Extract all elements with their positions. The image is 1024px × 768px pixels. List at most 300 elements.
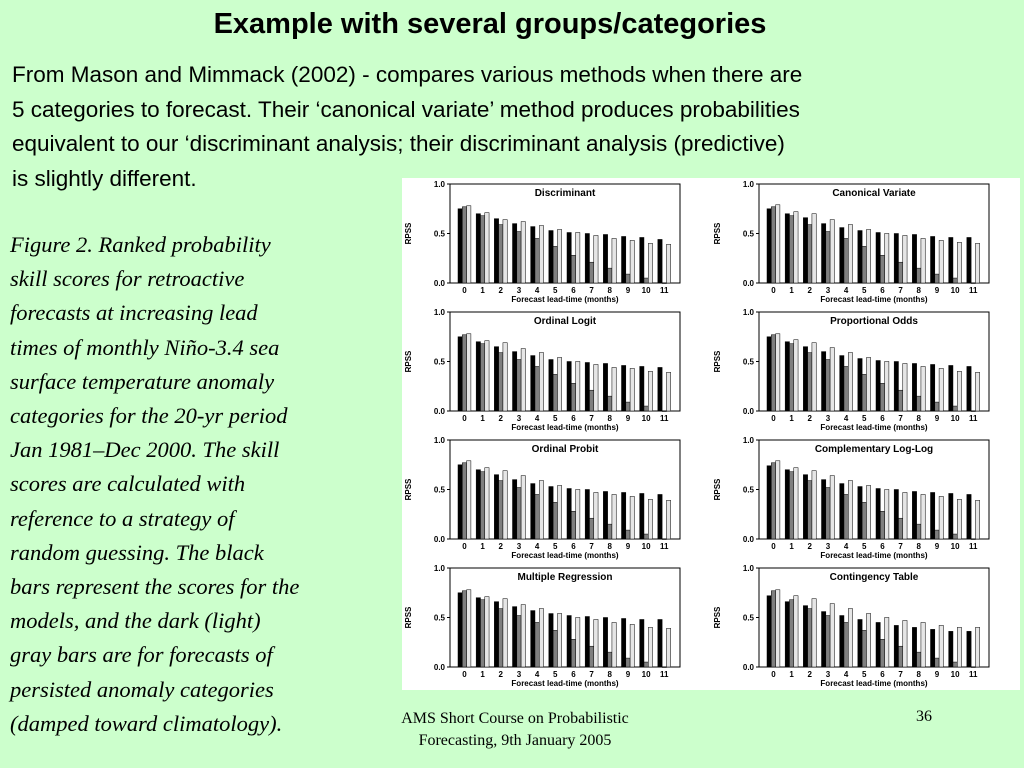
bar [630, 240, 634, 283]
x-axis-label: Forecast lead-time (months) [511, 551, 619, 560]
bar [812, 599, 816, 667]
y-tick-label: 0.0 [433, 663, 445, 672]
x-tick-label: 0 [462, 414, 467, 423]
bar [898, 262, 902, 283]
x-tick-label: 6 [571, 542, 576, 551]
caption-line: random guessing. The black [10, 539, 264, 565]
bar [858, 359, 862, 411]
x-tick-label: 10 [641, 414, 651, 423]
footer-line: AMS Short Course on Probabilistic [401, 710, 629, 727]
x-tick-label: 7 [589, 670, 594, 679]
caption-line: Jan 1981–Dec 2000. The skill [10, 437, 280, 463]
x-tick-label: 9 [625, 670, 631, 679]
bar [967, 631, 971, 667]
y-tick-label: 0.0 [433, 535, 445, 544]
bar [535, 622, 539, 667]
x-tick-label: 2 [807, 414, 813, 423]
bar [467, 590, 471, 667]
bar [953, 278, 957, 283]
bar [957, 499, 961, 539]
y-axis-label: RPSS [713, 350, 722, 373]
bar [640, 237, 644, 283]
bar [521, 349, 525, 411]
bar [648, 499, 652, 539]
x-tick-label: 11 [660, 414, 669, 423]
caption-line: (damped toward climatology). [10, 710, 283, 736]
x-tick-label: 3 [516, 542, 522, 551]
bar [603, 363, 607, 411]
bar [644, 662, 648, 667]
y-tick-label: 0.0 [742, 663, 754, 672]
bar [458, 337, 462, 411]
bar [912, 491, 916, 539]
chart-title: Complementary Log-Log [814, 444, 934, 455]
bar [848, 481, 852, 539]
x-tick-label: 3 [825, 414, 831, 423]
x-tick-label: 6 [571, 670, 576, 679]
x-tick-label: 2 [498, 286, 504, 295]
bar [844, 494, 848, 539]
x-tick-label: 3 [516, 286, 522, 295]
bar [494, 219, 498, 283]
bar [776, 205, 780, 283]
bar [476, 342, 480, 411]
chart-panel [404, 564, 680, 688]
bar [589, 518, 593, 539]
bar [594, 364, 598, 411]
bar [767, 596, 771, 667]
bar [971, 667, 975, 668]
bar [480, 472, 484, 539]
bar [658, 239, 662, 283]
caption-line: categories for the 20-yr period [10, 403, 288, 429]
bar [640, 619, 644, 667]
bar [844, 238, 848, 283]
bar [785, 342, 789, 411]
x-tick-label: 7 [589, 542, 594, 551]
bar [885, 234, 889, 284]
bar [494, 602, 498, 667]
bar [603, 618, 607, 668]
bar [921, 366, 925, 411]
bar [513, 352, 517, 411]
bar [880, 255, 884, 283]
x-tick-label: 4 [534, 286, 540, 295]
y-tick-label: 0.5 [433, 229, 445, 239]
bar [830, 348, 834, 411]
bar [885, 362, 889, 412]
bar [975, 243, 979, 283]
x-axis-label: Forecast lead-time (months) [820, 295, 928, 304]
bar [499, 609, 503, 667]
x-tick-label: 1 [480, 542, 485, 551]
caption-line: persisted anomaly categories [10, 676, 274, 702]
x-tick-label: 11 [660, 286, 669, 295]
bar [894, 234, 898, 284]
bar [862, 630, 866, 667]
bar [531, 611, 535, 667]
bar [939, 496, 943, 539]
caption-line: Figure 2. Ranked probability [10, 232, 271, 257]
x-axis-label: Forecast lead-time (months) [820, 679, 928, 688]
y-tick-label: 1.0 [433, 180, 445, 189]
bar [826, 360, 830, 411]
bar [467, 461, 471, 539]
bar [880, 383, 884, 411]
bar [666, 628, 670, 667]
bar [975, 372, 979, 411]
bar [503, 599, 507, 667]
bar [935, 274, 939, 283]
bar [576, 490, 580, 540]
bar [539, 481, 543, 539]
bar [957, 371, 961, 411]
bar [644, 406, 648, 411]
bar [803, 606, 807, 667]
x-tick-label: 9 [934, 414, 940, 423]
bar [612, 367, 616, 411]
bar [594, 619, 598, 667]
bar [585, 234, 589, 284]
bar [513, 607, 517, 667]
bar [594, 235, 598, 283]
x-tick-label: 11 [969, 286, 978, 295]
y-tick-label: 1.0 [742, 180, 754, 189]
bar [485, 213, 489, 283]
x-tick-label: 2 [807, 670, 813, 679]
bar [917, 396, 921, 411]
bar [499, 225, 503, 283]
x-tick-label: 9 [934, 670, 940, 679]
bar [776, 461, 780, 539]
x-axis-label: Forecast lead-time (months) [820, 551, 928, 560]
bar [785, 470, 789, 539]
caption-line: forecasts at increasing lead [10, 300, 258, 326]
bar [771, 207, 775, 283]
y-tick-label: 1.0 [433, 436, 445, 445]
x-tick-label: 3 [516, 414, 522, 423]
bar [571, 511, 575, 539]
bar [644, 278, 648, 283]
x-tick-label: 8 [607, 542, 613, 551]
bar [576, 233, 580, 283]
bar [931, 629, 935, 667]
bar [666, 372, 670, 411]
x-tick-label: 6 [571, 414, 576, 423]
bar [476, 598, 480, 667]
bar [785, 214, 789, 283]
bar [585, 617, 589, 667]
x-tick-label: 4 [843, 670, 849, 679]
bar [939, 625, 943, 667]
x-tick-label: 6 [880, 286, 885, 295]
bar [880, 639, 884, 667]
y-tick-label: 1.0 [433, 308, 445, 317]
bar [626, 530, 630, 539]
y-tick-label: 0.5 [742, 229, 754, 239]
bar [589, 262, 593, 283]
bar [812, 214, 816, 283]
bar [608, 396, 612, 411]
bar [535, 366, 539, 411]
bar [921, 238, 925, 283]
x-tick-label: 3 [825, 286, 831, 295]
bar [830, 220, 834, 283]
bar [866, 358, 870, 411]
bar [499, 481, 503, 539]
x-tick-label: 5 [553, 286, 558, 295]
caption-line: times of monthly Niño-3.4 sea [10, 334, 280, 360]
bar [467, 334, 471, 411]
bar [826, 488, 830, 539]
bar [535, 238, 539, 283]
bar [648, 243, 652, 283]
bar [539, 353, 543, 411]
x-tick-label: 4 [843, 286, 849, 295]
bar [589, 390, 593, 411]
bar [771, 591, 775, 667]
bar [467, 206, 471, 283]
x-tick-label: 9 [934, 542, 940, 551]
y-axis-label: RPSS [404, 222, 413, 245]
x-tick-label: 2 [807, 286, 813, 295]
bar [785, 602, 789, 667]
bar [458, 465, 462, 539]
bar [603, 234, 607, 283]
bar [921, 622, 925, 667]
bar [557, 358, 561, 411]
bar [912, 363, 916, 411]
bar [531, 356, 535, 411]
bar [803, 218, 807, 283]
x-tick-label: 0 [462, 670, 467, 679]
bar [557, 230, 561, 283]
bar [848, 353, 852, 411]
bar [862, 374, 866, 411]
x-axis-label: Forecast lead-time (months) [511, 679, 619, 688]
bar [622, 618, 626, 667]
bar [953, 534, 957, 539]
bar [476, 214, 480, 283]
bar [666, 500, 670, 539]
bar [917, 524, 921, 539]
bar [830, 476, 834, 539]
bar [462, 591, 466, 667]
bar [571, 639, 575, 667]
x-tick-label: 5 [553, 414, 558, 423]
bar [808, 353, 812, 411]
bar [898, 390, 902, 411]
x-tick-label: 6 [880, 670, 885, 679]
footer-line: Forecasting, 9th January 2005 [418, 732, 612, 749]
bar [535, 494, 539, 539]
bar [953, 662, 957, 667]
x-tick-label: 9 [934, 286, 940, 295]
bar [776, 590, 780, 667]
bar [503, 343, 507, 411]
bar [858, 231, 862, 283]
bar [894, 362, 898, 412]
bar [789, 600, 793, 667]
chart-panel [713, 308, 989, 432]
x-tick-label: 10 [641, 670, 651, 679]
x-tick-label: 10 [950, 286, 960, 295]
bar [557, 486, 561, 539]
intro-line: From Mason and Mimmack (2002) - compares various methods when there are [12, 62, 803, 87]
x-tick-label: 7 [589, 414, 594, 423]
chart-panel [404, 180, 680, 304]
y-tick-label: 0.5 [742, 357, 754, 367]
x-tick-label: 6 [880, 542, 885, 551]
bar [567, 616, 571, 667]
x-tick-label: 1 [789, 414, 794, 423]
bar [767, 209, 771, 283]
bar [935, 402, 939, 411]
bar [949, 365, 953, 411]
x-tick-label: 7 [898, 542, 903, 551]
bar [776, 334, 780, 411]
bar [480, 216, 484, 283]
bar [939, 368, 943, 411]
bar [794, 212, 798, 283]
chart-title: Canonical Variate [832, 188, 916, 199]
bar [612, 622, 616, 667]
rpss-figure [402, 178, 1020, 690]
x-tick-label: 2 [498, 670, 504, 679]
x-tick-label: 4 [534, 670, 540, 679]
bar [567, 362, 571, 412]
bar [975, 627, 979, 667]
x-tick-label: 10 [641, 286, 651, 295]
bar [935, 658, 939, 667]
x-tick-label: 4 [843, 542, 849, 551]
bar [903, 363, 907, 411]
x-tick-label: 1 [789, 542, 794, 551]
bar [608, 652, 612, 667]
x-tick-label: 8 [916, 670, 922, 679]
caption-line: bars represent the scores for the [10, 574, 300, 600]
y-tick-label: 0.0 [742, 407, 754, 416]
chart-title: Ordinal Logit [533, 316, 597, 327]
bar [840, 484, 844, 539]
bar [931, 492, 935, 539]
bar [866, 230, 870, 283]
bar [939, 240, 943, 283]
bar [808, 609, 812, 667]
bar [576, 362, 580, 412]
bar [949, 237, 953, 283]
bar [921, 494, 925, 539]
x-tick-label: 11 [969, 670, 978, 679]
bar [513, 224, 517, 283]
bar [553, 502, 557, 539]
bar [903, 492, 907, 539]
x-tick-label: 3 [516, 670, 522, 679]
bar [458, 209, 462, 283]
bar [912, 234, 916, 283]
caption-line: scores are calculated with [10, 471, 246, 497]
x-tick-label: 11 [969, 542, 978, 551]
x-tick-label: 8 [916, 542, 922, 551]
bar [866, 486, 870, 539]
x-axis-label: Forecast lead-time (months) [511, 423, 619, 432]
bar [935, 530, 939, 539]
bar [476, 470, 480, 539]
bar [771, 463, 775, 539]
bar [898, 518, 902, 539]
bar [521, 222, 525, 283]
bar [630, 368, 634, 411]
bar [903, 235, 907, 283]
bar [803, 475, 807, 539]
chart-title: Proportional Odds [830, 316, 918, 327]
bar [957, 627, 961, 667]
bar [531, 227, 535, 283]
bar [622, 365, 626, 411]
x-tick-label: 10 [950, 670, 960, 679]
intro-line: 5 categories to forecast. Their ‘canonical variate’ method produces probabilities [12, 96, 800, 122]
bar [844, 622, 848, 667]
y-tick-label: 0.5 [742, 613, 754, 623]
x-tick-label: 2 [498, 414, 504, 423]
y-tick-label: 0.0 [742, 535, 754, 544]
x-tick-label: 4 [534, 414, 540, 423]
bar [858, 487, 862, 539]
bar [862, 246, 866, 283]
x-tick-label: 1 [480, 670, 485, 679]
bar [767, 337, 771, 411]
bar [585, 362, 589, 411]
bar [513, 480, 517, 539]
bar [967, 237, 971, 283]
bar [771, 335, 775, 411]
bar [648, 627, 652, 667]
bar [917, 652, 921, 667]
bar [840, 356, 844, 411]
bar [967, 494, 971, 539]
bar [848, 225, 852, 283]
bar [971, 411, 975, 412]
bar [517, 616, 521, 667]
caption-line: gray bars are for forecasts of [10, 642, 273, 668]
bar [789, 216, 793, 283]
bar [485, 468, 489, 539]
slide-footer [360, 708, 670, 752]
bar [789, 344, 793, 411]
x-tick-label: 1 [480, 286, 485, 295]
bar [822, 480, 826, 539]
x-tick-label: 4 [534, 542, 540, 551]
bar [931, 236, 935, 283]
x-tick-label: 9 [625, 414, 631, 423]
bar [794, 340, 798, 411]
bar [458, 593, 462, 667]
bar [794, 468, 798, 539]
y-axis-label: RPSS [713, 222, 722, 245]
bar [499, 353, 503, 411]
bar [608, 268, 612, 283]
bar [539, 609, 543, 667]
x-tick-label: 4 [843, 414, 849, 423]
bar [553, 630, 557, 667]
bar [971, 539, 975, 540]
bar [880, 511, 884, 539]
page-number: 36 [916, 708, 932, 725]
bar [462, 335, 466, 411]
bar [480, 344, 484, 411]
bar [594, 492, 598, 539]
bar [640, 366, 644, 411]
